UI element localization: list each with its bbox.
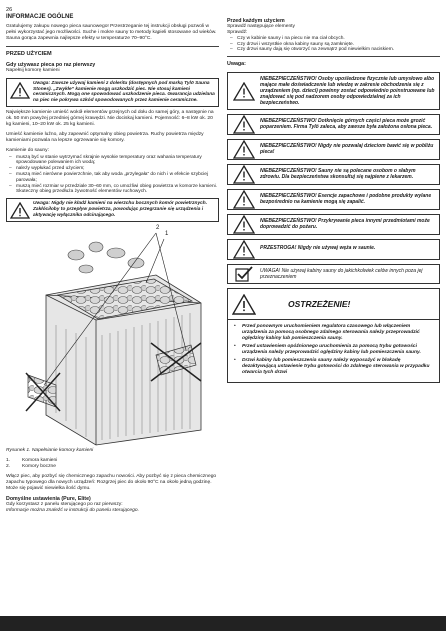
danger-text: NIEBEZPIECZEŃSTWO! Przykrywanie pieca innymi przedmiotami może doprowadzić do pożaru. <box>260 218 430 231</box>
warning-triangle-icon <box>228 294 260 315</box>
stones-loose-text: Umieść kamienie luźno, aby zapewnić optymalny obieg powietrza. Ruchy powietrza między kamieniami pozwala na lepsze ogrzewanie się komory. <box>6 131 204 143</box>
warning-panel-header <box>228 289 439 320</box>
callout-label-1: 1 <box>165 230 169 237</box>
stove-illustration <box>6 225 219 447</box>
list-item: • Przed ustawieniem opóźnionego uruchomienia za pomocą trybu gotowości urządzenia należy przeprowadzić oględziny kabiny lub pomieszczenia sauny. <box>242 344 433 356</box>
list-item: • Przed ponownym uruchomieniem regulatora czasowego lub włączeniem urządzenia za pomocą osobnego zdalnego sterowania należy przeprowadzić oględziny kabiny lub pomieszczenia sauny. <box>242 324 433 342</box>
callout-label-2: 2 <box>156 224 160 231</box>
caution-box-hose <box>227 239 440 260</box>
danger-text: NIEBEZPIECZEŃSTWO! Sauny nie są polecane osobom o słabym zdrowiu. Dla bezpieczeństwa skonsultuj się najpierw z lekarzem. <box>260 168 416 181</box>
stones-placement-text: Największe kamienie umieść wokół elementów grzejnych od dołu do samej góry, a następnie na ok. 50 mm powyżej przedniej górnej krawędzi. Nie dociskaj kamieni. Pojemność: 6–8 kW ok. 20 kg kamieni, 10–20 kW ok. 25 kg kamieni. <box>6 110 214 128</box>
right-column <box>227 18 440 383</box>
stones-requirements-list <box>6 155 219 196</box>
page-number: 26 <box>6 7 13 13</box>
each-use-heading: Przed każdym użyciem <box>227 18 285 24</box>
checklist <box>227 36 440 53</box>
default-settings-heading: Domyślne ustawienia (Pure, Elite) <box>6 495 91 502</box>
first-use-heading: Gdy używasz pieca po raz pierwszy <box>6 61 96 68</box>
danger-text: NIEBEZPIECZEŃSTWO! Osoby upośledzone fizycznie lub umysłowo albo mające małe doświadczenie lub wiedzę w zakresie obchodzenia się z urządzeniem (np. dzieci) powinny zostać odpowiednio poinstruowane lub znajdować się pod nadzorem osoby odpowiedzialnej za ich bezpieczeństwo. <box>260 76 435 107</box>
legend-item: 2. Komory boczne <box>6 463 56 469</box>
warning-triangle-icon <box>228 190 260 209</box>
caution-text: PRZESTROGA! Nigdy nie używaj wężа w saunie. <box>260 245 376 252</box>
list-item: • Drzwi kabiny lub pomieszczenia sauny należy wyposażyć w blokadę dezaktywującą ustawienie trybu gotowości do zdalnego sterowania w przypadku otwarcia tych drzwi <box>242 358 433 376</box>
checkbox-icon <box>228 265 260 283</box>
note-heading: Uwaga: <box>227 61 246 68</box>
danger-box-covering <box>227 214 440 235</box>
warning-panel-list <box>228 320 439 382</box>
side-chambers-warning-box <box>6 198 219 222</box>
legend-item: 1. Komora kamieni <box>6 457 58 463</box>
check-items-intro: Sprawdź następujące elementy <box>227 24 295 29</box>
warning-triangle-icon <box>7 199 33 221</box>
list-item: – należy wypłukać przed użyciem; <box>6 166 219 172</box>
before-use-heading: PRZED UŻYCIEM <box>6 50 52 57</box>
stove-drawing <box>6 225 219 447</box>
control-panel-info: Informacje można znaleźć w instrukcji do panelu sterującego. <box>6 507 139 513</box>
fill-chamber-text: Napełnij komorę kamieni <box>6 67 60 73</box>
left-column <box>6 7 219 518</box>
danger-text: NIEBEZPIECZEŃSTWO! Dotknięcie górnych części pieca może grozić poparzeniem. Firma Tylö zaleca, aby zawsze była założona osłona pieca. <box>260 118 433 131</box>
danger-text: NIEBEZPIECZEŃSTWO! Esencje zapachowe i podobne produkty wylane bezpośrednio na kamienie mogą się zapalić. <box>260 193 432 206</box>
check-label: Sprawdź: <box>227 29 248 35</box>
stones-list-heading: Kamienie do sauny: <box>6 147 49 153</box>
figure-legend <box>6 458 219 470</box>
warning-triangle-icon <box>228 240 260 259</box>
list-item: – muszą mieć nierówne powierzchnie, tak aby woda „przylegała” do nich i w efekcie szybciej parowała; <box>6 172 219 184</box>
side-chambers-warning-text: Uwaga: Nigdy nie kładź kamieni na wierzchu bocznych komór powietrznych. Zakłóciłoby to przepływ powietrza, powodując przegrzanie się urządzenia i aktywację wyłącznika odcinającego. <box>33 201 208 219</box>
list-item: – muszą mieć rozmiar w przedziale 30–60 mm, co umożliwi obieg powietrza w komorze kamieni. Skuteczny obieg przedłuża żywotność elementów ruchowych. <box>6 184 219 196</box>
list-item: – Czy w kabinie sauny i na piecu nie ma ciał obcych. <box>227 36 440 42</box>
stones-warning-box <box>6 78 219 108</box>
danger-text: NIEBEZPIECZEŃSTWO! Nigdy nie pozwalaj dzieciom bawić się w pobliżu pieca! <box>260 143 434 156</box>
control-panel-text: Gdy korzystasz z panelu sterującego po raz pierwszy: <box>6 501 123 507</box>
page-footer-bar <box>0 616 446 631</box>
divider <box>6 46 219 47</box>
warning-triangle-icon <box>228 73 260 109</box>
purpose-note-text: UWAGA! Nie używaj kabiny sauny do jakichkolwiek celów innych poza jej przeznaczeniem <box>260 268 423 281</box>
first-heat-text: Włącz piec, aby pozbyć się chemicznego zapachu nowości. Aby pozbyć się z pieca chemicznego zapachu typowego dla nowych urządzeń: Rozgrzej piec do około 90°C na około jedną godzinę. Może się pojawić niewielka ilość dymu. <box>6 473 217 491</box>
warning-triangle-icon <box>228 115 260 134</box>
warning-triangle-icon <box>7 79 33 107</box>
figure-caption: Rysunek 1. Napełnianie komory kamieni <box>6 447 94 453</box>
danger-box-essence <box>227 189 440 210</box>
warning-panel-title: OSTRZEŻENIE! <box>288 299 351 310</box>
list-item: – muszą być w stanie wytrzymać skrajnie wysokie temperatury oraz wahania temperatury spowodowane polewaniem ich wodą; <box>6 155 219 167</box>
purpose-note-box <box>227 264 440 284</box>
warning-triangle-icon <box>228 140 260 159</box>
list-item: – Czy drzwi sauny dają się otworzyć na zewnątrz pod niewielkim naciskiem. <box>227 47 440 53</box>
danger-box-children <box>227 139 440 160</box>
warning-triangle-icon <box>228 215 260 234</box>
danger-box-supervision <box>227 72 440 110</box>
intro-paragraph: Gratulujemy zakupu nowego pieca saunowego! Przestrzeganie tej instrukcji obsługi pozwoli w pełni wykorzystać jego możliwości. Suche i mokre sauny to metody kąpieli stosowane od wieków. Sauna gorąca zapewnia najlepsze efekty w temperaturze 70–90°C. <box>6 24 217 41</box>
section-title: INFORMACJE OGÓLNE <box>6 14 74 20</box>
danger-box-burn <box>227 114 440 135</box>
divider <box>227 56 440 57</box>
list-item: – Czy drzwi i wszystkie okna kabiny sauny są zamknięte. <box>227 42 440 48</box>
danger-box-health <box>227 164 440 185</box>
warning-triangle-icon <box>228 165 260 184</box>
warning-panel <box>227 288 440 383</box>
stones-warning-text: Uwaga: Zawsze używaj kamieni z doleritu (dostępnych pod marką Tylö Sauna Stones). „Zwykłe” kamienie mogą uszkodzić piec. Nie stosuj kamieni ceramicznych. Mogą one spowodować uszkodzenie pieca. Gwarancja udzielana na piec nie pokrywa szkód spowodowanych przez kamienie ceramiczne. <box>33 80 215 104</box>
